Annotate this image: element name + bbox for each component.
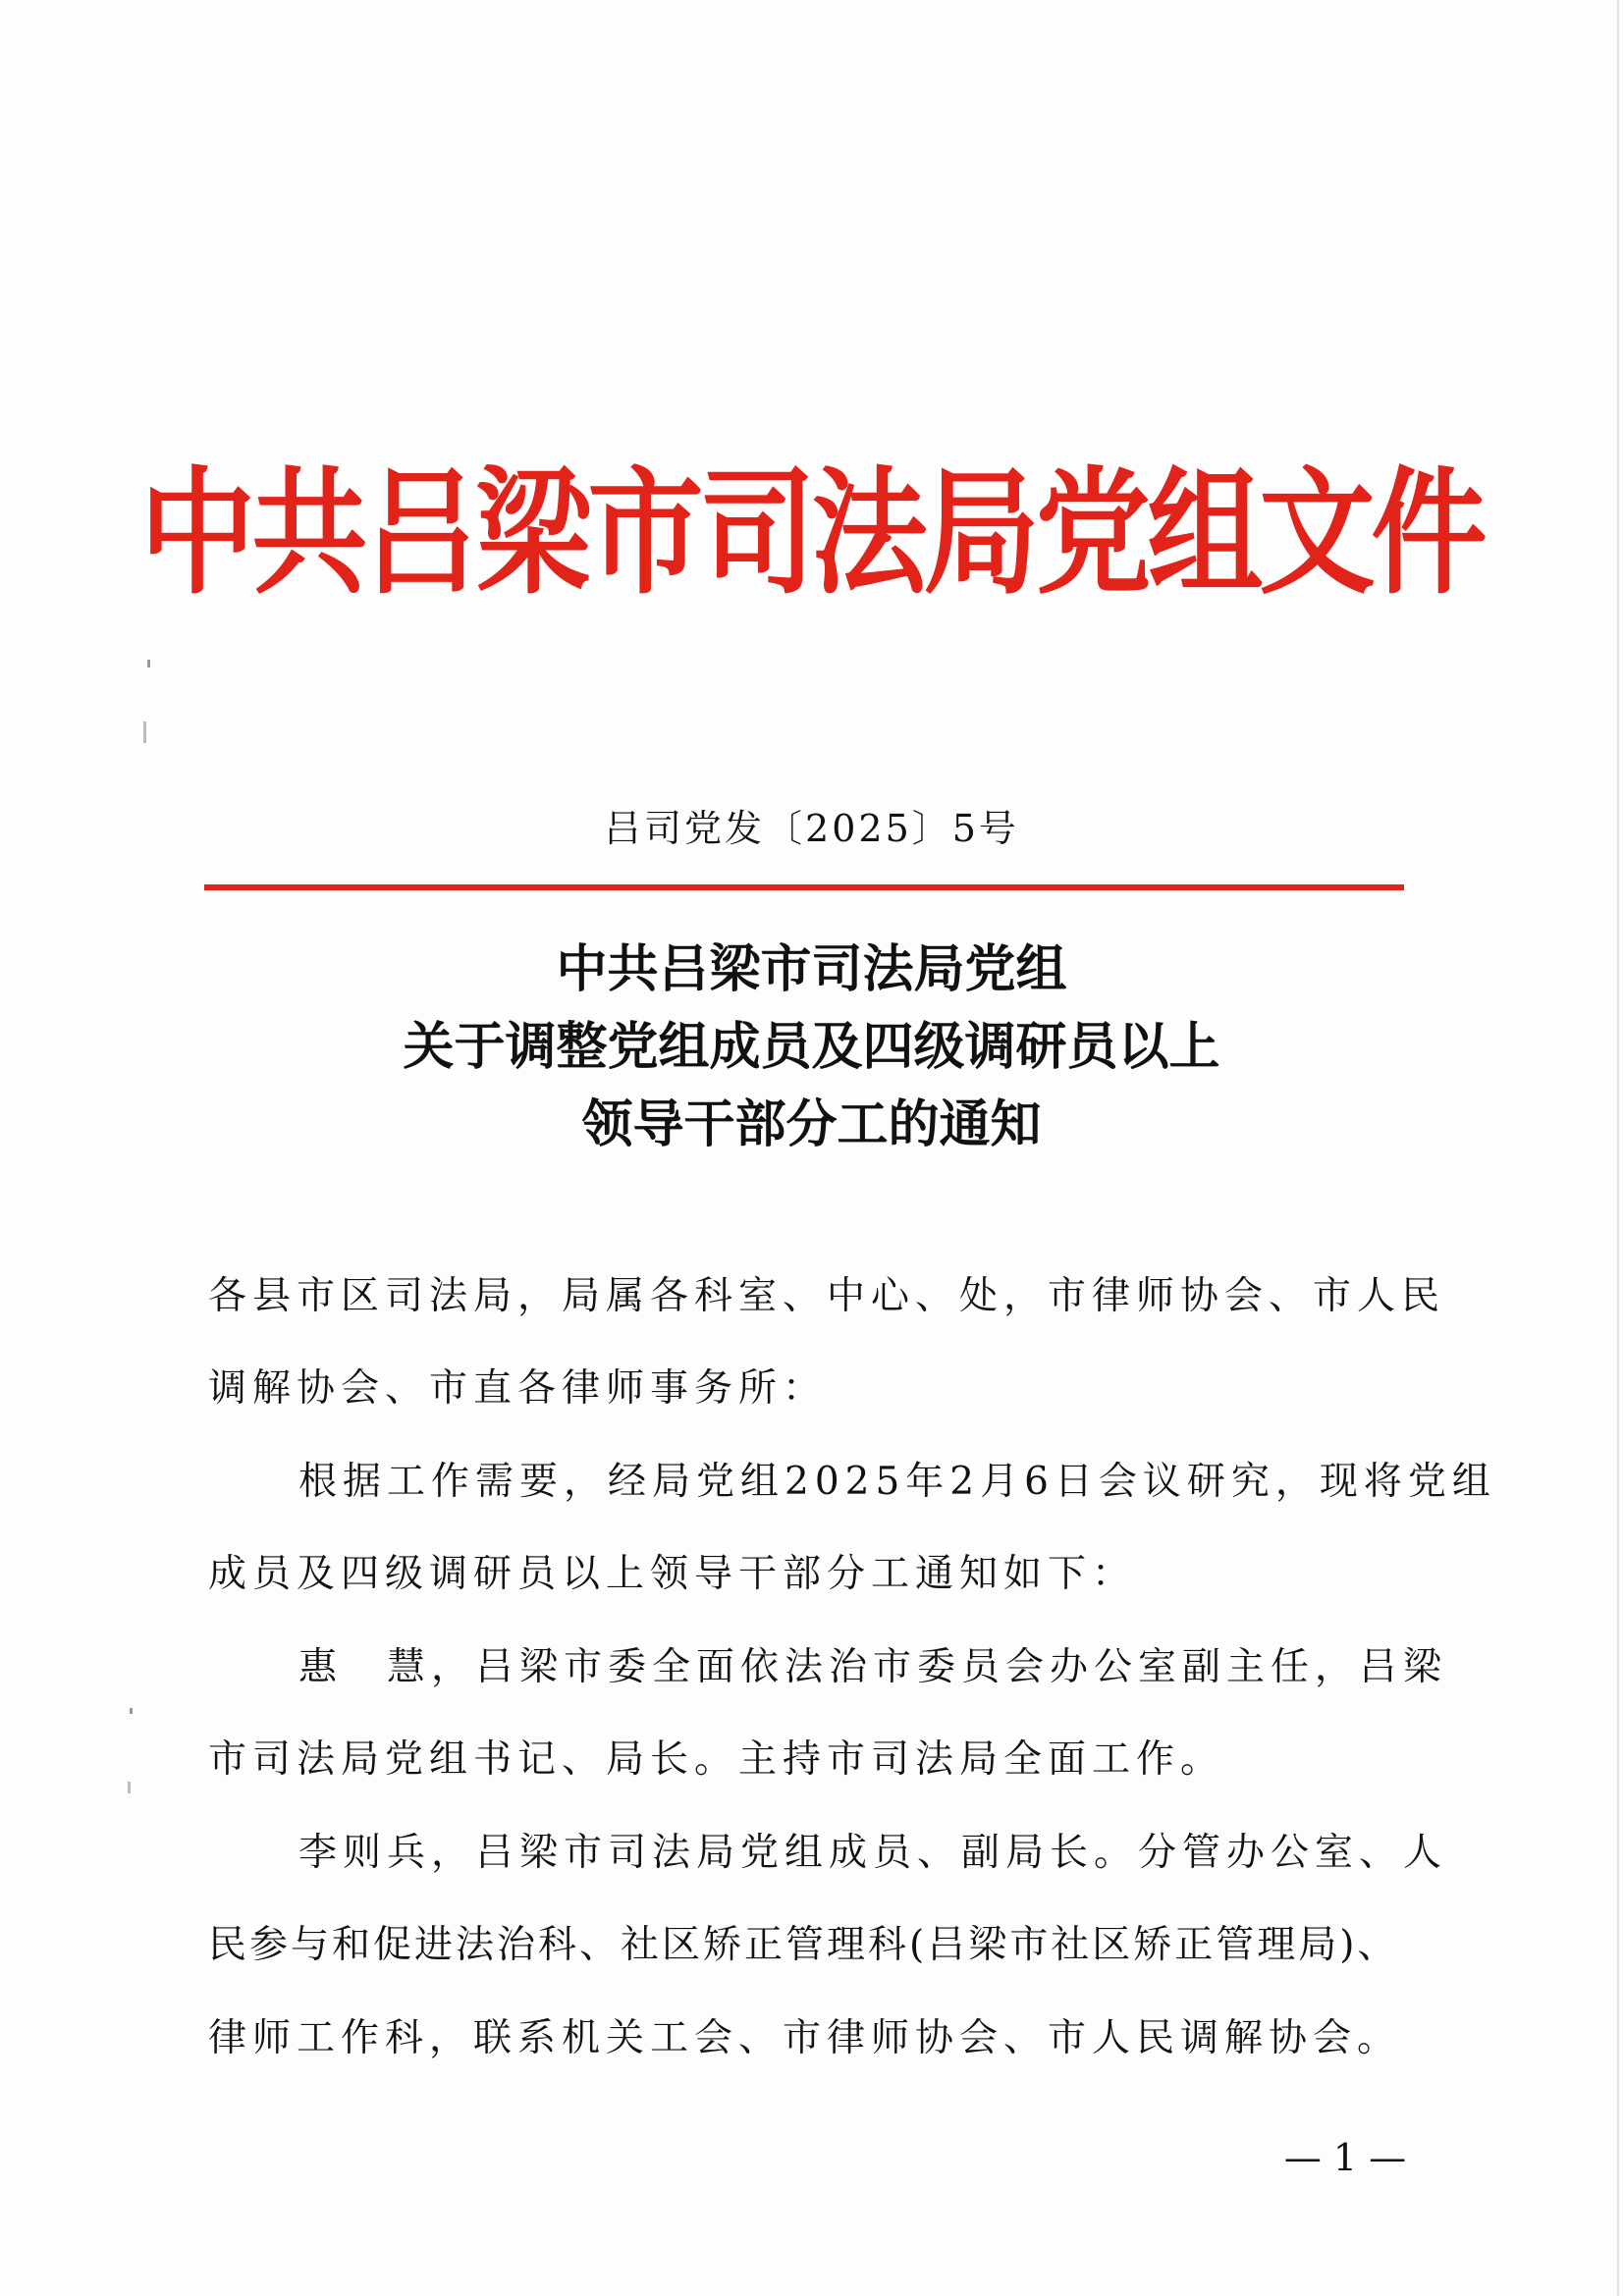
page-number: — 1 — xyxy=(1283,2136,1407,2179)
scan-speck xyxy=(128,1782,131,1793)
red-header-title: 中共吕梁市司法局党组文件 xyxy=(139,452,1484,614)
title-line-2: 关于调整党组成员及四级调研员以上 xyxy=(403,1017,1220,1077)
body-line-7: 李则兵，吕梁市司法局党组成员、副局长。分管办公室、人 xyxy=(298,1831,1448,1875)
body-line-1: 各县市区司法局，局属各科室、中心、处，市律师协会、市人民 xyxy=(208,1274,1446,1318)
title-line-1: 中共吕梁市司法局党组 xyxy=(556,939,1067,999)
red-divider-line xyxy=(204,884,1404,890)
body-line-5: 惠 慧，吕梁市委全面依法治市委员会办公室副主任，吕梁 xyxy=(298,1645,1448,1689)
title-line-3: 领导干部分工的通知 xyxy=(581,1095,1042,1154)
document-number: 吕司党发〔2025〕5号 xyxy=(604,807,1019,850)
body-line-4: 成员及四级调研员以上领导干部分工通知如下： xyxy=(208,1552,1137,1596)
body-line-9: 律师工作科，联系机关工会、市律师协会、市人民调解协会。 xyxy=(208,2016,1402,2060)
body-line-8: 民参与和促进法治科、社区矫正管理科(吕梁市社区矫正管理局)、 xyxy=(208,1923,1399,1967)
scan-speck xyxy=(143,721,146,743)
body-line-3: 根据工作需要，经局党组2025年2月6日会议研究，现将党组 xyxy=(298,1460,1496,1504)
notice-title xyxy=(0,931,1623,1163)
scan-speck xyxy=(130,1708,133,1714)
body-line-6: 市司法局党组书记、局长。主持市司法局全面工作。 xyxy=(208,1737,1225,1782)
scan-speck xyxy=(147,660,150,667)
body-line-2: 调解协会、市直各律师事务所： xyxy=(208,1366,828,1411)
